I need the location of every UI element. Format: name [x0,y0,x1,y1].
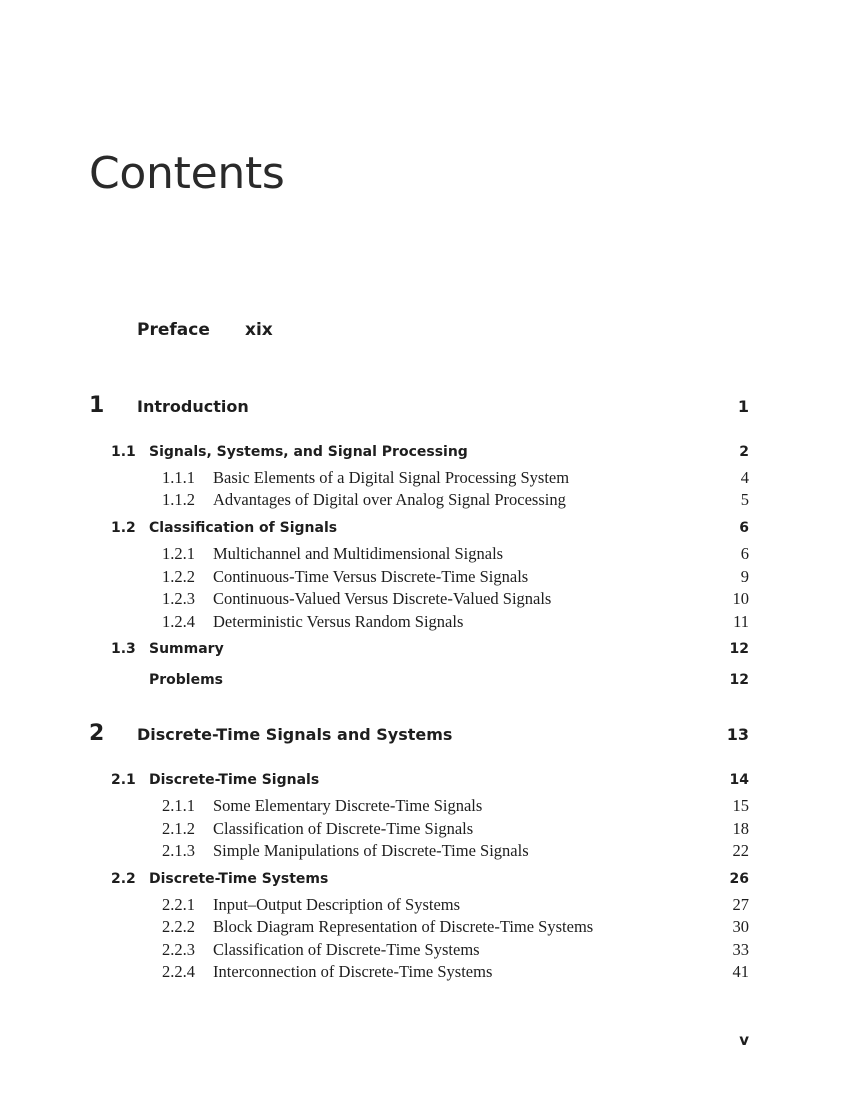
subsection-title: Advantages of Digital over Analog Signal Processing [213,490,566,509]
subsection-number: 1.1.2 [162,490,195,509]
subsection-number: 2.2.1 [162,895,195,914]
section-number: 1.2 [111,520,136,536]
subsection-number: 1.2.2 [162,567,195,586]
preface-label: Preface [137,320,210,340]
subsection-page: 22 [732,841,749,860]
page-title: Contents [89,148,285,199]
subsection-page: 27 [732,895,749,914]
subsection-title: Basic Elements of a Digital Signal Processing System [213,468,570,487]
subsection-number: 2.1.3 [162,841,195,860]
preface-page: xix [245,320,273,340]
chapter-title: Introduction [137,397,249,416]
section-number: 1.1 [111,444,136,460]
subsection-title: Some Elementary Discrete-Time Signals [213,796,483,815]
subsection-title: Classification of Discrete-Time Systems [213,940,480,959]
section-title: Discrete-Time Signals [149,772,320,788]
subsection-number: 1.2.3 [162,589,195,608]
section-page: 12 [729,672,749,688]
subsection-number: 1.1.1 [162,468,195,487]
subsection-page: 30 [732,917,749,936]
subsection-title: Continuous-Valued Versus Discrete-Valued Signals [213,589,552,608]
section-page: 6 [739,520,749,536]
page-number: v [739,1031,749,1049]
section-title: Discrete-Time Systems [149,871,329,887]
chapter-number: 2 [89,721,105,746]
section-number: 1.3 [111,641,136,657]
subsection-page: 33 [732,940,749,959]
section-number: 2.1 [111,772,136,788]
subsection-number: 2.2.3 [162,940,195,959]
subsection-number: 1.2.4 [162,612,195,631]
subsection-page: 4 [740,468,749,487]
section-title: Signals, Systems, and Signal Processing [149,444,468,460]
subsection-page: 18 [732,819,749,838]
section-title: Classification of Signals [149,520,338,536]
subsection-title: Simple Manipulations of Discrete-Time Signals [213,841,529,860]
subsection-page: 41 [732,962,749,981]
subsection-page: 15 [732,796,749,815]
subsection-page: 11 [733,612,749,631]
subsection-page: 9 [740,567,749,586]
section-page: 2 [739,444,749,460]
chapter-number: 1 [89,393,105,418]
chapter-page: 13 [726,725,749,744]
subsection-page: 6 [740,544,749,563]
subsection-number: 2.1.1 [162,796,195,815]
section-title: Problems [149,672,224,688]
subsection-title: Interconnection of Discrete-Time Systems [213,962,493,981]
section-page: 26 [729,871,749,887]
subsection-title: Continuous-Time Versus Discrete-Time Signals [213,567,529,586]
section-page: 14 [729,772,749,788]
subsection-title: Multichannel and Multidimensional Signals [213,544,504,563]
subsection-title: Input–Output Description of Systems [213,895,461,914]
chapter-page: 1 [737,397,749,416]
subsection-title: Deterministic Versus Random Signals [213,612,464,631]
subsection-page: 10 [732,589,749,608]
subsection-number: 2.2.4 [162,962,195,981]
subsection-number: 2.1.2 [162,819,195,838]
subsection-number: 2.2.2 [162,917,195,936]
chapter-title: Discrete-Time Signals and Systems [137,725,453,744]
section-page: 12 [729,641,749,657]
subsection-page: 5 [740,490,749,509]
subsection-title: Classification of Discrete-Time Signals [213,819,474,838]
subsection-number: 1.2.1 [162,544,195,563]
subsection-title: Block Diagram Representation of Discrete-Time Systems [213,917,594,936]
section-title: Summary [149,641,224,657]
section-number: 2.2 [111,871,136,887]
